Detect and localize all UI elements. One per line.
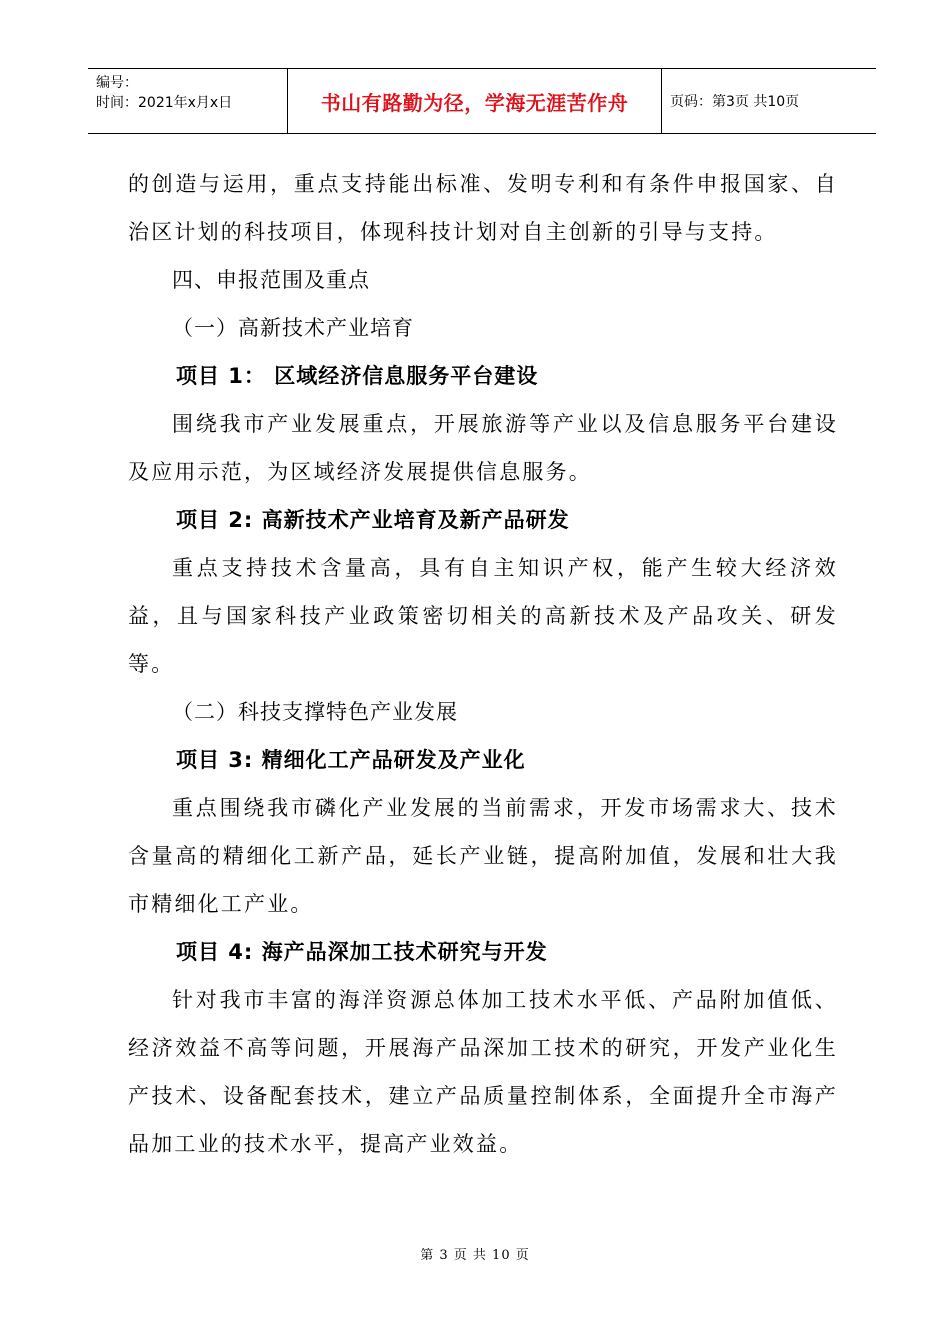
time-label: 时间：2021年x月x日 bbox=[96, 95, 233, 111]
project-description: 重点支持技术含量高，具有自主知识产权，能产生较大经济效益，且与国家科技产业政策密切相关的高新技术及产品攻关、研发等。 bbox=[128, 556, 838, 676]
project-description: 重点围绕我市磷化产业发展的当前需求，开发市场需求大、技术含量高的精细化工新产品，延长产业链，提高附加值，发展和壮大我市精细化工产业。 bbox=[128, 796, 838, 916]
project-heading: 项目 1： 区域经济信息服务平台建设 bbox=[176, 364, 539, 388]
project-description: 针对我市丰富的海洋资源总体加工技术水平低、产品附加值低、经济效益不高等问题，开展海产品深加工技术的研究，开发产业化生产技术、设备配套技术，建立产品质量控制体系，全面提升全市海产品加工业的技术水平，提高产业效益。 bbox=[128, 988, 838, 1156]
header-motto: 书山有路勤为径，学海无涯苦作舟 bbox=[288, 69, 662, 133]
subsection-heading: （一）高新技术产业培育 bbox=[172, 316, 414, 340]
header-meta bbox=[88, 69, 288, 133]
header-page-info: 页码：第3页 共10页 bbox=[670, 94, 800, 110]
project-heading: 项目 4: 海产品深加工技术研究与开发 bbox=[176, 940, 548, 964]
number-label: 编号： bbox=[96, 75, 138, 91]
project-heading: 项目 2: 高新技术产业培育及新产品研发 bbox=[176, 508, 570, 532]
subsection-heading: （二）科技支撑特色产业发展 bbox=[172, 700, 458, 724]
document-body bbox=[128, 160, 838, 1168]
project-description: 围绕我市产业发展重点，开展旅游等产业以及信息服务平台建设及应用示范，为区域经济发展提供信息服务。 bbox=[128, 412, 838, 484]
paragraph-intro: 的创造与运用，重点支持能出标准、发明专利和有条件申报国家、自治区计划的科技项目，体现科技计划对自主创新的引导与支持。 bbox=[128, 172, 838, 244]
project-heading: 项目 3: 精细化工产品研发及产业化 bbox=[176, 748, 526, 772]
document-header bbox=[88, 68, 876, 134]
page-footer: 第 3 页 共 10 页 bbox=[420, 1248, 530, 1263]
section-heading: 四、申报范围及重点 bbox=[172, 268, 370, 292]
